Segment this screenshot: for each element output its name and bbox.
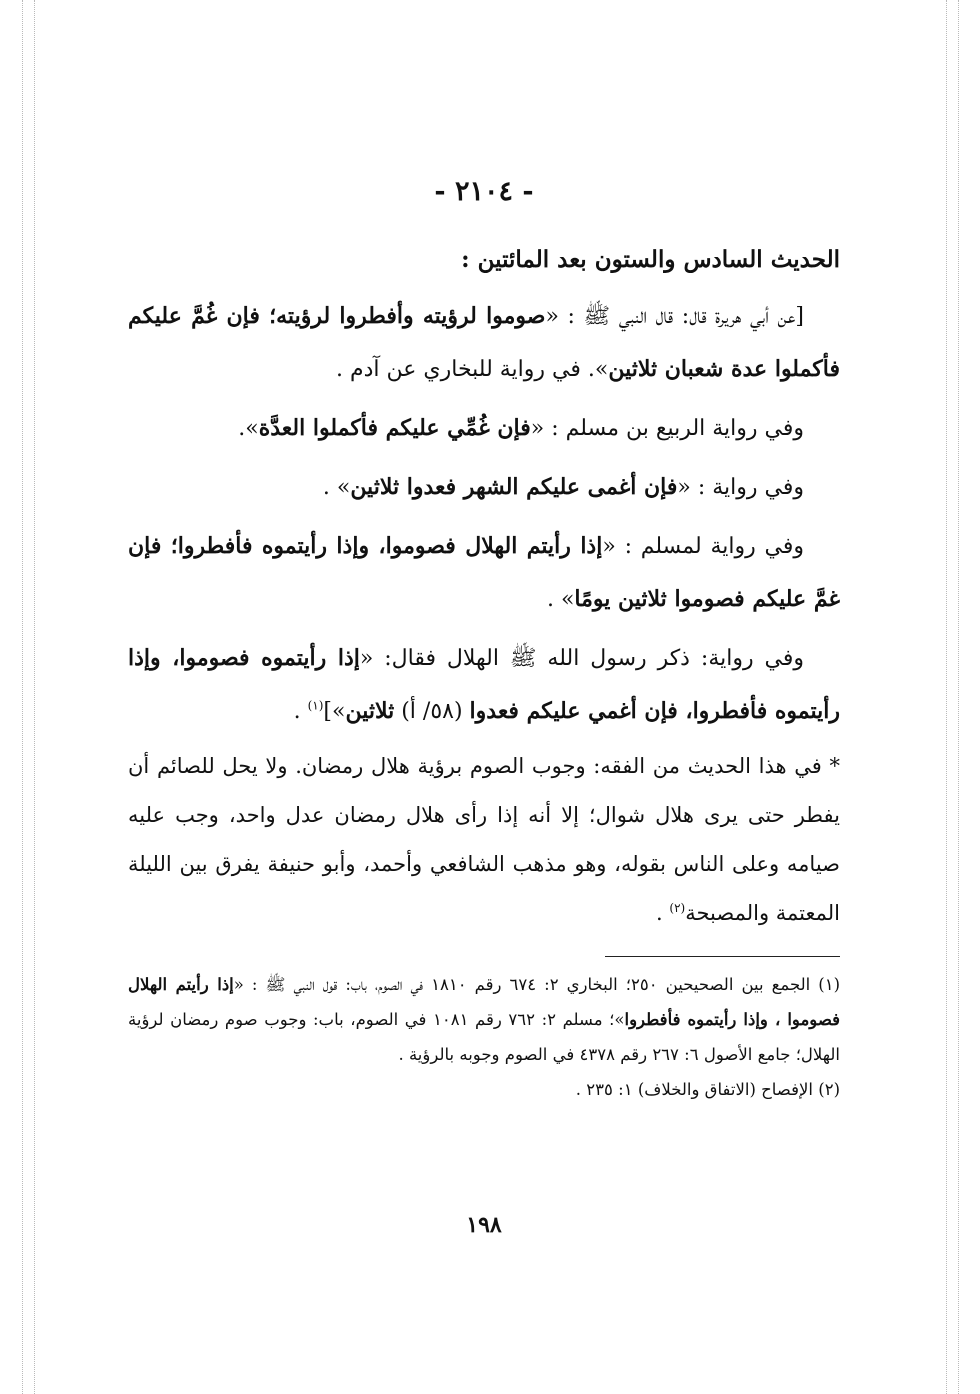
footnote-ref-2: (٢) [669, 901, 686, 915]
p3-open: وفي رواية : « [677, 475, 804, 500]
footnote-2: (٢) الإفصاح (الاتفاق والخلاف) ١: ٢٣٥ . [575, 1080, 840, 1099]
p5-bold: إذا رأيتموه فصوموا، وإذا رأيتموه فأفطروا، فإن أغمي عليكم فعدوا [128, 645, 840, 724]
p3-bold: فإن أغمى عليكم الشهر فعدوا ثلاثين [350, 474, 678, 500]
p4-close: » . [546, 587, 575, 612]
section-title: الحديث السادس والستون بعد المائتين : [461, 246, 840, 273]
scan-edge-right-2 [958, 0, 959, 1394]
paragraph-narration-3 [128, 461, 840, 514]
book-page [128, 178, 840, 1248]
p2-open: وفي رواية الربيع بن مسلم : « [530, 416, 804, 441]
p5-bold-2: ثلاثين [345, 698, 395, 724]
fiqh-text: * في هذا الحديث من الفقه: وجوب الصوم برؤية هلال رمضان. ولا يحل للصائم أن يفطر حتى يرى هلال شوال؛ إلا أنه إذا رأى هلال رمضان عدل واحد، وجب عليه صيامه وعلى الناس بقوله، وهو مذهب الشافعي وأحمد، وأبو حنيفة يفرق بين الليلة المعتمة والمصبحة [128, 754, 840, 925]
p5-end: . [293, 699, 308, 724]
p1-bold: صوموا لرؤيته وأفطروا لرؤيته؛ فإن غُمَّ عليكم فأكملوا عدة شعبان ثلاثين [128, 303, 840, 382]
page-number: ١٩٨ [466, 1212, 502, 1238]
p4-open: وفي رواية لمسلم : « [602, 534, 804, 559]
paragraph-fiqh [128, 742, 840, 938]
footnote-1 [128, 967, 840, 1072]
p1-open: [عن أبي هريرة قال: قال النبي ﷺ : « [545, 304, 804, 329]
fiqh-end: . [656, 901, 670, 925]
scan-edge-right-1 [946, 0, 947, 1394]
footnote-1-rest: »؛ مسلم ٢: ٧٦٢ رقم ١٠٨١ في الصوم، باب: وجوب صوم رمضان لرؤية الهلال؛ جامع الأصول ٦: ٢٦٧ رقم ٤٣٧٨ في الصوم وجوبه بالرؤية . [128, 1010, 840, 1064]
scan-edge-left-1 [22, 0, 23, 1394]
paragraph-muslim-narration [128, 520, 840, 626]
scan-edge-left-2 [34, 0, 35, 1394]
p2-close: ». [238, 416, 259, 441]
hadith-number: - ٢١٠٤ - [434, 176, 534, 207]
footnotes [128, 967, 840, 1107]
paragraph-main-narration [128, 290, 840, 396]
p5-mid: (٥٨/ أ) [394, 699, 470, 724]
footnote-ref-1: (١) [307, 698, 324, 713]
p2-bold: فإن غُمِّي عليكم فأكملوا العدَّة [258, 415, 531, 441]
paragraph-narration-5 [128, 632, 840, 738]
p1-close: ». في رواية للبخاري عن آدم . [336, 357, 609, 382]
footnote-1-bold: إذا رأيتم الهلال فصوموا ، وإذا رأيتموه فأفطروا [128, 975, 841, 1029]
footnote-divider [605, 956, 840, 957]
paragraph-rabi-narration [128, 402, 840, 455]
p4-bold: إذا رأيتم الهلال فصوموا، وإذا رأيتموه فأفطروا؛ فإن غمَّ عليكم فصوموا ثلاثين يومًا [128, 533, 840, 612]
footnote-1-start: (١) الجمع بين الصحيحين ٢٥٠؛ البخاري ٢: ٦٧٤ رقم ١٨١٠ في الصوم، باب: قول النبي ﷺ : « [233, 975, 840, 994]
p3-close: » . [322, 475, 351, 500]
p5-close: »] [323, 699, 346, 724]
p5-open: وفي رواية: ذكر رسول الله ﷺ الهلال فقال: « [359, 646, 805, 671]
